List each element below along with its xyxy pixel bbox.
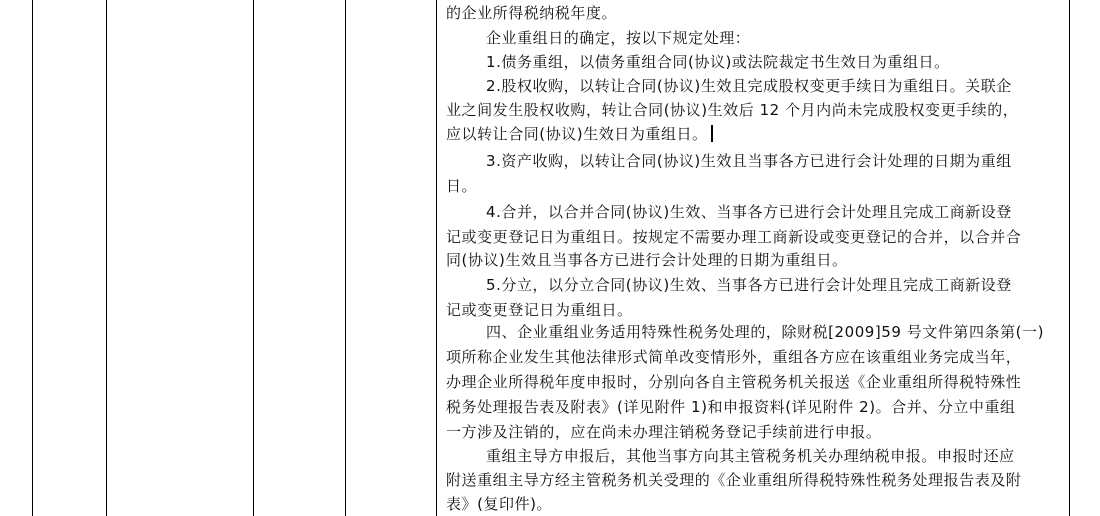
column-border — [32, 0, 33, 516]
text-cursor — [711, 125, 713, 142]
text-line: 税务处理报告表及附表》(详见附件 1)和申报资料(详见附件 2)。合并、分立中重组 — [446, 398, 1016, 416]
text-line: 应以转让合同(协议)生效日为重组日。 — [446, 125, 708, 143]
text-line: 5.分立，以分立合同(协议)生效、当事各方已进行会计处理且完成工商新设登 — [486, 276, 1012, 294]
text-line: 企业重组日的确定，按以下规定处理： — [486, 29, 751, 47]
text-line: 业之间发生股权收购，转让合同(协议)生效后 12 个月内尚未完成股权变更手续的， — [446, 101, 1019, 119]
text-line: 2.股权收购，以转让合同(协议)生效且完成股权变更手续日为重组日。关联企 — [486, 77, 1012, 95]
text-line: 1.债务重组，以债务重组合同(协议)或法院裁定书生效日为重组日。 — [486, 53, 950, 71]
column-border — [106, 0, 107, 516]
text-line: 一方涉及注销的，应在尚未办理注销税务登记手续前进行申报。 — [446, 423, 882, 441]
text-line: 的企业所得税纳税年度。 — [446, 4, 618, 22]
column-border — [253, 0, 254, 516]
text-line: 同(协议)生效且当事各方已进行会计处理的日期为重组日。 — [446, 251, 848, 269]
text-line: 办理企业所得税年度申报时，分别向各自主管税务机关报送《企业重组所得税特殊性 — [446, 373, 1022, 391]
column-border — [436, 0, 437, 516]
column-border — [345, 0, 346, 516]
text-line: 项所称企业发生其他法律形式简单改变情形外，重组各方应在该重组业务完成当年， — [446, 348, 1022, 366]
text-line: 记或变更登记日为重组日。按规定不需要办理工商新设或变更登记的合并，以合并合 — [446, 228, 1022, 246]
column-border — [1069, 0, 1070, 516]
text-line: 重组主导方申报后，其他当事方向其主管税务机关办理纳税申报。申报时还应 — [486, 447, 1015, 465]
text-line: 四、企业重组业务适用特殊性税务处理的，除财税[2009]59 号文件第四条第(一) — [486, 323, 1044, 341]
text-line: 记或变更登记日为重组日。 — [446, 301, 633, 319]
text-line: 4.合并，以合并合同(协议)生效、当事各方已进行会计处理且完成工商新设登 — [486, 203, 1012, 221]
policy-text-cell[interactable] — [442, 0, 1067, 516]
text-line: 3.资产收购，以转让合同(协议)生效且当事各方已进行会计处理的日期为重组 — [486, 152, 1012, 170]
text-line: 附送重组主导方经主管税务机关受理的《企业重组所得税特殊性税务处理报告表及附 — [446, 471, 1022, 489]
text-line: 日。 — [446, 177, 478, 195]
text-line: 表》(复印件)。 — [446, 495, 553, 513]
text-line-with-caret — [446, 125, 1067, 143]
